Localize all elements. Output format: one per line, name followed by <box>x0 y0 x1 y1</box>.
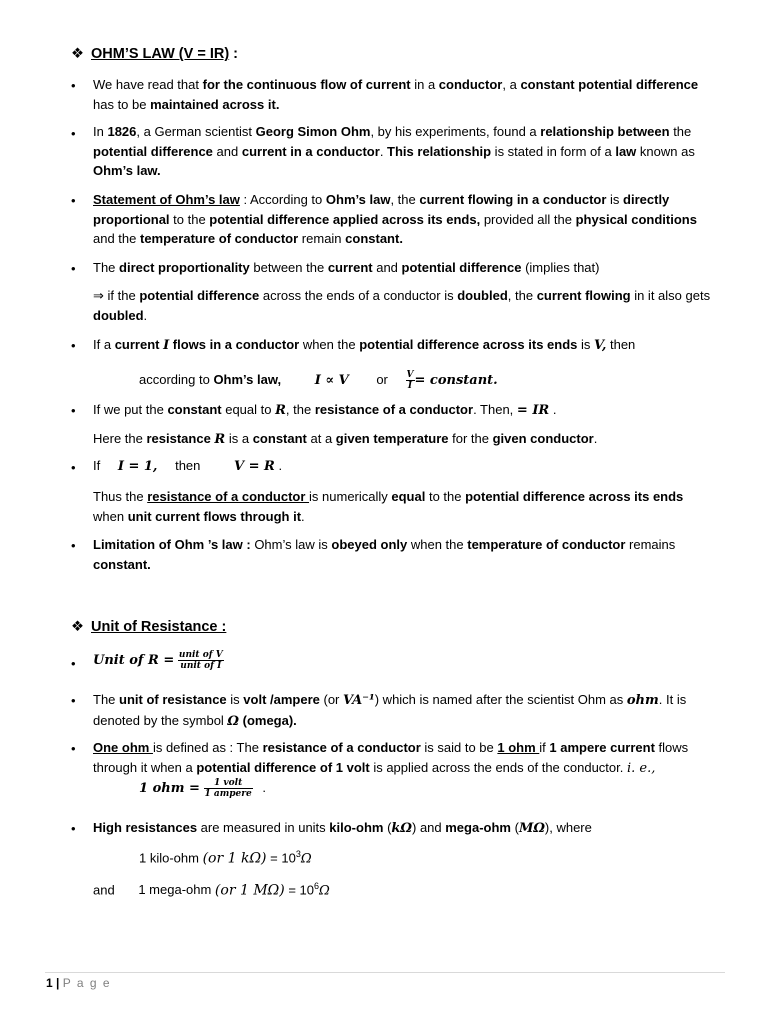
text-run: Ohm’s law. <box>93 163 161 178</box>
text-run: = IR <box>516 403 550 418</box>
text-run: , the <box>507 288 537 303</box>
text-run: known as <box>636 143 695 159</box>
text-run: ) which is named after the scientist Ohm as <box>374 692 627 707</box>
text-run: current <box>327 260 373 275</box>
text-run: conductor <box>438 77 503 92</box>
text-run: (or <box>319 692 343 707</box>
text-run: provided all the <box>480 211 576 227</box>
text-run: and the <box>93 231 140 246</box>
text-run: current flowing in a conductor <box>419 192 607 207</box>
text-run: Ohm’s law <box>325 192 391 207</box>
text-run: equal to <box>221 402 276 417</box>
text-run: potential difference across its ends <box>359 337 578 352</box>
text-run: resistance of a conductor <box>262 740 421 755</box>
text-run: . <box>143 307 148 323</box>
text-run: Ohm’s law is <box>250 537 332 552</box>
equation-unit-of-r: Unit of R = $\frac{\text{unit of V}}{\text{unit of I}}$ <box>93 650 223 671</box>
page-label: P a g e <box>62 976 112 990</box>
text-run: for the continuous flow of current <box>202 77 411 92</box>
text-run: . It is denoted by the symbol <box>93 692 687 728</box>
text-run: VA⁻¹ <box>343 693 375 708</box>
text-run: doubled <box>93 307 144 323</box>
text-run: between the <box>249 260 328 275</box>
text-run: potential difference applied across its ends, <box>209 211 481 227</box>
paragraph <box>93 818 716 839</box>
text-run: remains <box>625 537 676 552</box>
text-run: R <box>214 432 226 447</box>
text-run: doubled <box>457 288 508 303</box>
text-run: . <box>593 431 598 446</box>
bullet-icon: • <box>71 338 76 353</box>
text-run: ( <box>510 820 519 835</box>
text-run: current flowing <box>536 288 631 303</box>
text-run: The <box>93 260 120 275</box>
page-number: 1 <box>46 976 53 990</box>
text-run: remain <box>298 231 346 246</box>
bullet-icon: • <box>71 741 76 756</box>
text-run: to the <box>425 489 466 504</box>
equation-proportional: according to Ohm’s law, I ∝ V or $\frac{V}{I}$ = constant. <box>139 370 498 391</box>
text-run: for the <box>448 431 493 446</box>
text-run: obeyed only <box>331 537 408 552</box>
paragraph <box>93 690 716 731</box>
bullet-icon: • <box>71 403 76 418</box>
text-run: then <box>606 337 636 352</box>
text-run: Ω <box>227 713 239 729</box>
text-run: One ohm <box>93 740 153 755</box>
text-run: mega-ohm <box>445 820 511 835</box>
text-run: 1 ampere current <box>549 740 655 755</box>
paragraph <box>93 487 716 526</box>
text-run: : According to <box>239 192 326 207</box>
text-run: , the <box>285 402 315 417</box>
diamond-bullet-icon: ❖ <box>71 46 84 62</box>
text-run: 1826 <box>107 124 137 139</box>
text-run: if <box>539 740 550 755</box>
text-run: is a <box>225 431 253 446</box>
text-run: resistance of a conductor <box>147 489 310 504</box>
paragraph-statement <box>93 190 716 249</box>
text-run: kilo-ohm <box>329 820 384 835</box>
text-run: is applied across the ends of the conductor. <box>369 759 627 775</box>
text-run: relationship between <box>540 124 670 139</box>
text-run: . <box>379 143 388 159</box>
text-run: . <box>301 508 305 524</box>
text-run: to the <box>169 211 210 227</box>
text-run: at a <box>306 431 336 446</box>
text-run: potential difference across its ends <box>465 489 684 504</box>
text-run: are measured in units <box>197 820 330 835</box>
text-run: Georg Simon Ohm <box>255 124 371 139</box>
text-run: given temperature <box>335 431 449 446</box>
text-run: Statement of Ohm’s law <box>93 192 240 207</box>
text-run: in it also gets <box>630 288 711 303</box>
text-run: If we put the <box>93 402 168 417</box>
bullet-icon: • <box>71 538 76 553</box>
text-run: law <box>615 143 637 159</box>
bullet-icon: • <box>71 821 76 836</box>
page-footer: 1 | P a g e <box>46 976 112 990</box>
equation-mega-ohm: and 1 mega-ohm (or 1 $M\Omega) = 10^6\Omega$ <box>93 881 330 899</box>
text-run: (omega). <box>242 712 297 728</box>
text-run: This relationship <box>387 143 492 159</box>
text-run: ( <box>383 820 392 835</box>
paragraph <box>93 429 716 450</box>
text-run: potential difference <box>139 288 260 303</box>
text-run: kΩ <box>391 821 412 836</box>
heading-ohms-law: ❖ OHM’S LAW (V = IR) : <box>71 46 239 62</box>
bullet-icon: • <box>71 261 76 276</box>
text-run: is <box>606 192 624 207</box>
bullet-icon: • <box>71 193 76 208</box>
text-run: i. e., <box>627 760 656 776</box>
text-run: I <box>163 338 170 353</box>
equation-one-ohm: 1 ohm = $\frac{\text{1 volt}}{\text{1 ampere}}$ . <box>139 778 266 799</box>
paragraph <box>93 122 716 181</box>
text-run: constant potential difference <box>520 77 699 92</box>
bullet-icon: • <box>71 656 76 671</box>
paragraph-one-ohm <box>93 738 716 778</box>
text-run: , the <box>390 192 420 207</box>
text-run: High resistances <box>93 820 198 835</box>
paragraph <box>93 400 716 421</box>
text-run: is <box>577 337 595 352</box>
text-run: is <box>226 692 244 707</box>
text-run: In <box>93 124 108 139</box>
bullet-icon: • <box>71 460 76 475</box>
bullet-icon: • <box>71 126 76 141</box>
bullet-icon: • <box>71 693 76 708</box>
paragraph <box>93 75 716 114</box>
text-run: is numerically <box>309 489 392 504</box>
text-run: directly proportional <box>93 192 670 227</box>
text-run: given conductor <box>492 431 594 446</box>
text-run: maintained across it. <box>150 96 280 112</box>
paragraph <box>93 286 716 325</box>
text-run: , a German scientist <box>136 124 256 139</box>
text-run: (implies that) <box>521 260 600 275</box>
text-run: R <box>275 403 286 418</box>
text-run: potential difference <box>401 260 522 275</box>
text-run: and <box>212 143 242 159</box>
text-run: flows through it when a <box>93 740 689 775</box>
text-run: is defined as : The <box>152 740 263 755</box>
text-run: current <box>114 337 164 352</box>
heading-unit-of-resistance: ❖ Unit of Resistance : <box>71 619 227 635</box>
text-run: constant. <box>93 556 151 572</box>
text-run: across the ends of a conductor is <box>259 288 458 303</box>
text-run: MΩ <box>518 821 545 836</box>
text-run: flows in a conductor <box>169 337 300 352</box>
equation-kilo-ohm: 1 kilo-ohm (or 1 $k\Omega) = 10^3\Omega$ <box>139 849 312 867</box>
bullet-icon: • <box>71 78 76 93</box>
text-run: We have read that <box>93 77 203 92</box>
text-run: unit current flows through it <box>127 508 302 524</box>
text-run: , by his experiments, found a <box>370 124 541 139</box>
text-run: constant <box>167 402 222 417</box>
text-run: temperature of conductor <box>467 537 626 552</box>
text-run: temperature of conductor <box>140 231 299 246</box>
text-run: If a <box>93 337 115 352</box>
footer-divider <box>45 972 725 973</box>
text-run: resistance <box>146 431 215 446</box>
text-run: has to be <box>93 96 151 112</box>
text-run: potential difference <box>93 143 213 159</box>
text-run: potential difference of 1 volt <box>196 759 370 775</box>
paragraph <box>93 258 716 278</box>
text-run: constant. <box>345 231 403 246</box>
text-run: unit of resistance <box>119 692 227 707</box>
text-run: in a <box>410 77 439 92</box>
text-run: when the <box>407 537 468 552</box>
text-run: Here the <box>93 431 147 446</box>
text-run: current in a conductor <box>241 143 380 159</box>
text-run: volt /ampere <box>243 692 320 707</box>
diamond-bullet-icon: ❖ <box>71 619 84 635</box>
text-run: constant <box>252 431 307 446</box>
text-run: resistance of a conductor <box>314 402 474 417</box>
text-run: direct proportionality <box>119 260 250 275</box>
equation-unit-current: If I = 1, then V = R . <box>93 458 283 474</box>
text-run: when <box>93 508 128 524</box>
text-run: and <box>372 260 402 275</box>
text-run: physical conditions <box>575 211 697 227</box>
text-run: ) and <box>412 820 446 835</box>
text-run: . <box>549 402 557 417</box>
text-run: ohm <box>626 693 659 708</box>
text-run: Thus the <box>93 489 148 504</box>
text-run: when the <box>299 337 360 352</box>
text-run: 1 ohm <box>497 740 540 755</box>
text-run: V, <box>594 338 607 353</box>
paragraph <box>93 335 716 356</box>
text-run: ⇒ if the <box>93 288 140 303</box>
text-run: The <box>93 692 120 707</box>
text-run: . Then, <box>473 402 517 417</box>
text-run: ), where <box>544 820 592 835</box>
text-run: is stated in form of a <box>491 143 616 159</box>
text-run: Limitation of Ohm ’s law : <box>93 537 251 552</box>
text-run: equal <box>391 489 426 504</box>
text-run: the <box>669 124 692 139</box>
text-run: is said to be <box>420 740 498 755</box>
paragraph-limitation <box>93 535 716 574</box>
text-run: , a <box>502 77 521 92</box>
